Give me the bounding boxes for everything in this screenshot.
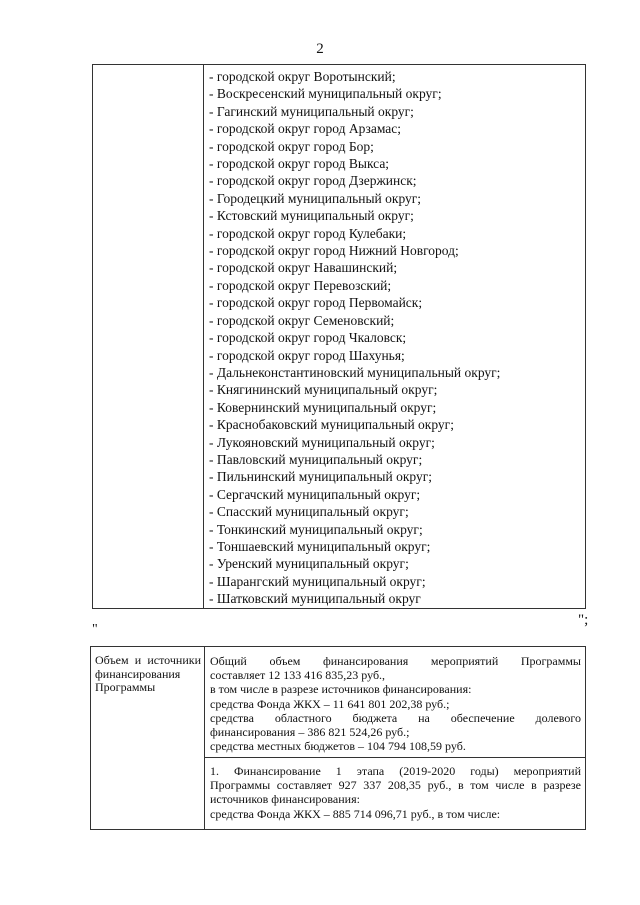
list-item: - Городецкий муниципальный округ; — [209, 190, 422, 206]
financing-table — [90, 646, 586, 830]
list-item: - Павловский муниципальный округ; — [209, 451, 423, 467]
list-item: - городской округ город Бор; — [209, 138, 374, 154]
text-line: финансирования – 386 821 524,26 руб.; — [210, 725, 410, 740]
text-line: источников финансирования: — [210, 792, 360, 807]
closing-quote: "; — [578, 612, 589, 628]
list-item: - городской округ город Кулебаки; — [209, 225, 407, 241]
list-item: - Шарангский муниципальный округ; — [209, 573, 426, 589]
list-item: - городской округ Перевозский; — [209, 277, 392, 293]
list-item: - Дальнеконстантиновский муниципальный округ; — [209, 364, 501, 380]
text-line: Программы составляет 927 337 208,35 руб., в том числе в разрезе — [210, 778, 581, 793]
list-item: - Шатковский муниципальный округ — [209, 591, 421, 607]
text-line: в том числе в разрезе источников финансирования: — [210, 682, 472, 697]
list-item: - Уренский муниципальный округ; — [209, 556, 409, 572]
list-item: - городской округ город Арзамас; — [209, 121, 402, 137]
municipalities-table — [92, 64, 586, 609]
page-number: 2 — [316, 41, 324, 57]
column-divider — [204, 647, 205, 829]
row-divider — [204, 757, 585, 758]
list-item: - Краснобаковский муниципальный округ; — [209, 417, 454, 433]
list-item: - Гагинский муниципальный округ; — [209, 103, 414, 119]
text-line: 1. Финансирование 1 этапа (2019-2020 годы) мероприятий — [210, 764, 581, 778]
list-item: - Воскресенский муниципальный округ; — [209, 86, 442, 102]
list-item: - Лукояновский муниципальный округ; — [209, 434, 435, 450]
list-item: - городской округ город Выкса; — [209, 156, 390, 172]
list-item: - Тонкинский муниципальный округ; — [209, 521, 423, 537]
list-item: - городской округ город Шахунья; — [209, 347, 405, 363]
opening-quote: " — [92, 622, 98, 637]
list-item: - городской округ город Чкаловск; — [209, 330, 407, 346]
municipalities-list — [209, 68, 581, 608]
list-item: - Пильнинский муниципальный округ; — [209, 469, 433, 485]
text-line: составляет 12 133 416 835,23 руб., — [210, 668, 386, 683]
list-item: - Ковернинский муниципальный округ; — [209, 399, 437, 415]
financing-label: Объем и источники финансирования Программы — [95, 653, 201, 694]
list-item: - Спасский муниципальный округ; — [209, 504, 409, 520]
list-item: - городской округ Навашинский; — [209, 260, 398, 276]
text-line: Общий объем финансирования мероприятий Программы — [210, 654, 581, 668]
text-line: средства Фонда ЖКХ – 11 641 801 202,38 руб.; — [210, 696, 450, 711]
list-item: - Кстовский муниципальный округ; — [209, 208, 414, 224]
list-item: - городской округ Семеновский; — [209, 312, 395, 328]
total-financing-block — [210, 654, 581, 753]
stage1-financing-block — [210, 764, 581, 821]
list-item: - Княгининский муниципальный округ; — [209, 382, 438, 398]
text-line: средства местных бюджетов – 104 794 108,59 руб. — [210, 739, 466, 754]
text-line: средства Фонда ЖКХ – 885 714 096,71 руб., в том числе: — [210, 806, 501, 821]
text-line: средства областного бюджета на обеспечение долевого — [210, 710, 581, 725]
list-item: - городской округ город Нижний Новгород; — [209, 243, 459, 259]
list-item: - Тоншаевский муниципальный округ; — [209, 538, 431, 554]
list-item: - городской округ Воротынский; — [209, 69, 396, 84]
list-item: - Сергачский муниципальный округ; — [209, 486, 421, 502]
list-item: - городской округ город Дзержинск; — [209, 173, 417, 189]
column-divider — [203, 65, 204, 608]
list-item: - городской округ город Первомайск; — [209, 295, 423, 311]
